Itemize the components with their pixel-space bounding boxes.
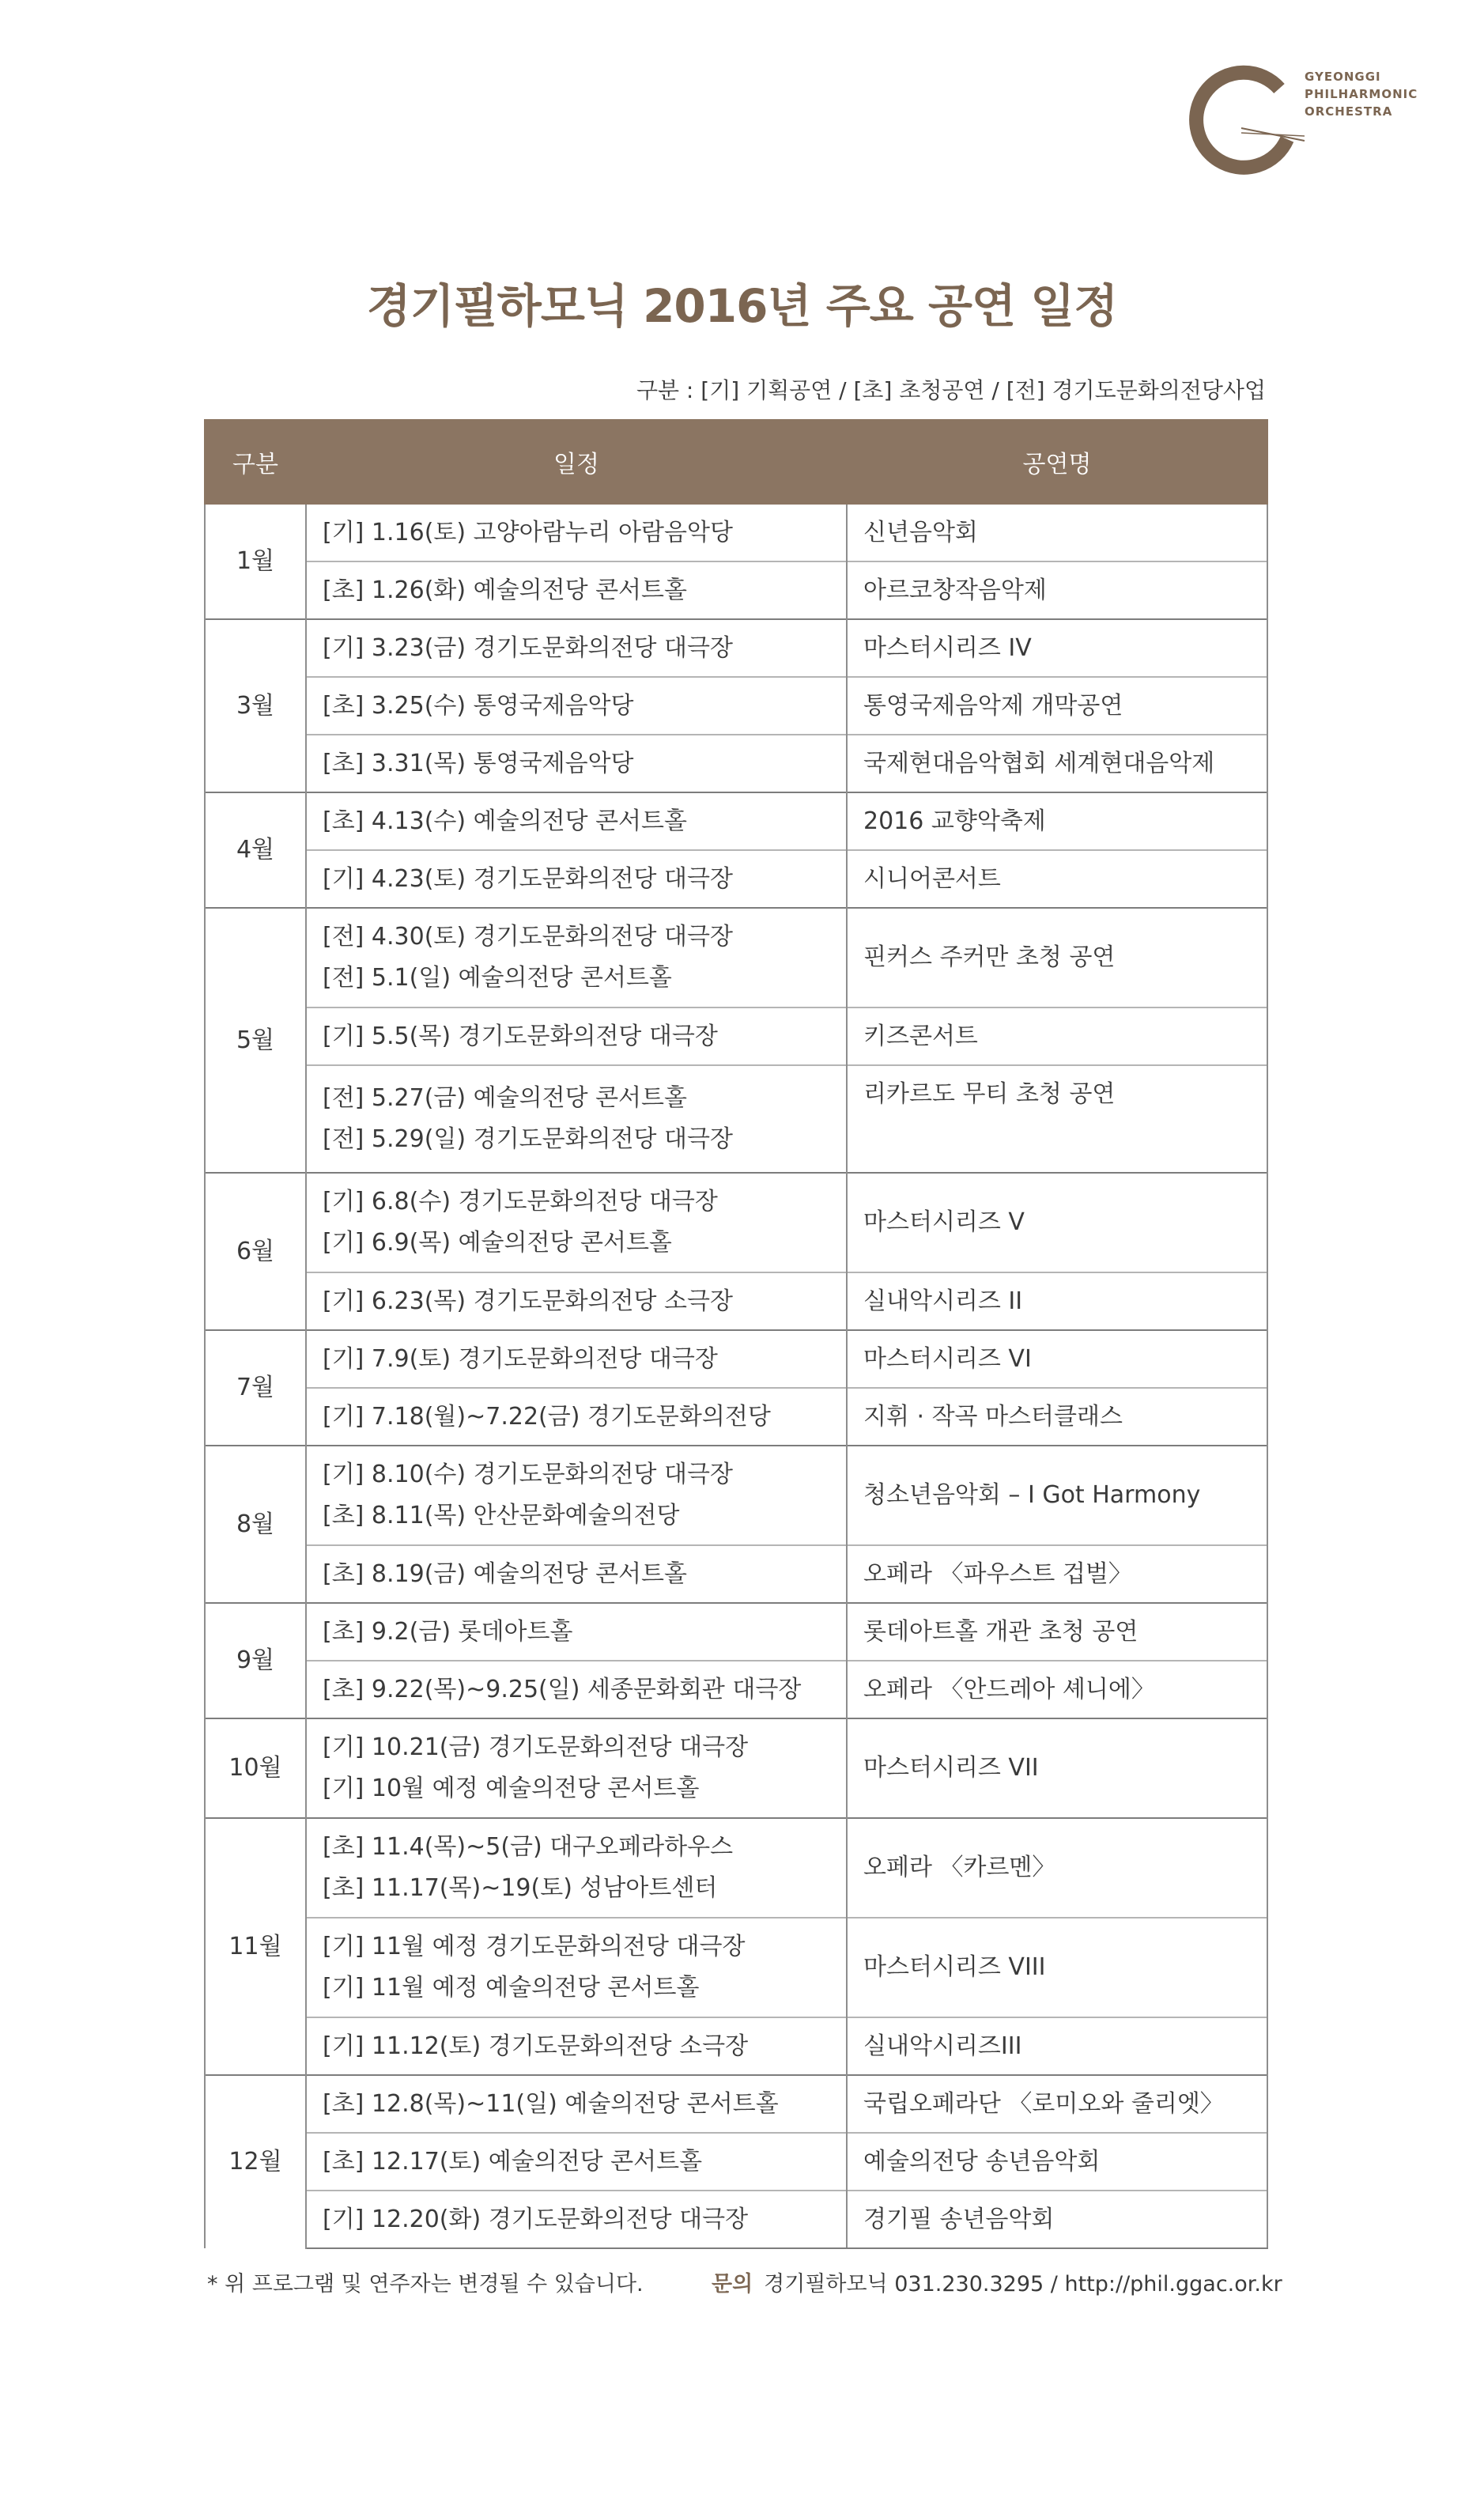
schedule-line: [초] 12.17(토) 예술의전당 콘서트홀 [323, 2147, 703, 2176]
schedule-line: [초] 11.4(목)~5(금) 대구오페라하우스 [323, 1833, 734, 1861]
schedule-cell [306, 2017, 847, 2075]
month-cell: 12월 [205, 2075, 306, 2248]
schedule-table [204, 419, 1268, 2249]
month-cell: 11월 [205, 1818, 306, 2075]
performance-cell: 신년음악회 [847, 504, 1267, 561]
schedule-cell [306, 2133, 847, 2191]
month-cell: 3월 [205, 619, 306, 792]
schedule-line: [초] 9.2(금) 롯데아트홀 [323, 1617, 573, 1646]
performance-cell: 통영국제음악제 개막공연 [847, 677, 1267, 735]
schedule-line: [기] 7.9(토) 경기도문화의전당 대극장 [323, 1344, 718, 1373]
schedule-line: [기] 6.9(목) 예술의전당 콘서트홀 [323, 1229, 672, 1257]
header-performance: 공연명 [847, 420, 1267, 504]
performance-cell: 마스터시리즈 V [847, 1173, 1267, 1272]
performance-cell: 키즈콘서트 [847, 1007, 1267, 1065]
table-row [205, 1446, 1267, 1545]
schedule-cell [306, 561, 847, 619]
table-row [205, 619, 1267, 677]
performance-cell: 마스터시리즈 VIII [847, 1918, 1267, 2017]
table-row [205, 1065, 1267, 1173]
performance-cell: 마스터시리즈 VI [847, 1330, 1267, 1388]
performance-cell: 아르코창작음악제 [847, 561, 1267, 619]
schedule-cell [306, 1446, 847, 1545]
schedule-line: [기] 11월 예정 경기도문화의전당 대극장 [323, 1933, 746, 1960]
table-row [205, 2017, 1267, 2075]
performance-cell: 시니어콘서트 [847, 850, 1267, 908]
table-row [205, 1388, 1267, 1446]
schedule-line: [기] 6.23(목) 경기도문화의전당 소극장 [323, 1287, 733, 1315]
schedule-line: [기] 5.5(목) 경기도문화의전당 대극장 [323, 1022, 718, 1050]
schedule-cell [306, 908, 847, 1007]
performance-cell: 실내악시리즈III [847, 2017, 1267, 2075]
header-schedule: 일정 [306, 420, 847, 504]
performance-cell: 핀커스 주커만 초청 공연 [847, 908, 1267, 1007]
month-cell: 5월 [205, 908, 306, 1173]
schedule-cell [306, 1603, 847, 1661]
schedule-line: [초] 1.26(화) 예술의전당 콘서트홀 [323, 576, 688, 604]
schedule-line: [기] 10.21(금) 경기도문화의전당 대극장 [323, 1733, 749, 1761]
table-row [205, 1007, 1267, 1065]
table-row [205, 792, 1267, 850]
schedule-line: [초] 3.25(수) 통영국제음악당 [323, 691, 634, 720]
month-cell: 10월 [205, 1718, 306, 1818]
schedule-cell [306, 735, 847, 792]
schedule-cell [306, 1718, 847, 1818]
logo-line: ORCHESTRA [1305, 104, 1393, 119]
logo-line: PHILHARMONIC [1305, 87, 1418, 101]
table-row [205, 1603, 1267, 1661]
table-header-row [205, 420, 1267, 504]
schedule-line: [초] 11.17(목)~19(토) 성남아트센터 [323, 1874, 718, 1902]
table-row [205, 735, 1267, 792]
schedule-cell [306, 1007, 847, 1065]
performance-cell: 2016 교향악축제 [847, 792, 1267, 850]
performance-cell: 예술의전당 송년음악회 [847, 2133, 1267, 2191]
performance-cell: 경기필 송년음악회 [847, 2191, 1267, 2248]
table-row [205, 2133, 1267, 2191]
footer-contact [712, 2266, 1282, 2297]
month-cell: 4월 [205, 792, 306, 908]
schedule-line: [기] 12.20(화) 경기도문화의전당 대극장 [323, 2205, 749, 2233]
schedule-line: [초] 3.31(목) 통영국제음악당 [323, 749, 634, 777]
performance-cell: 청소년음악회 – I Got Harmony [847, 1446, 1267, 1545]
schedule-cell [306, 619, 847, 677]
schedule-line: [초] 8.11(목) 안산문화예술의전당 [323, 1502, 680, 1529]
logo-line: GYEONGGI [1305, 70, 1381, 84]
schedule-line: [기] 10월 예정 예술의전당 콘서트홀 [323, 1775, 700, 1802]
month-cell: 9월 [205, 1603, 306, 1718]
schedule-line: [전] 4.30(토) 경기도문화의전당 대극장 [323, 923, 733, 951]
table-row [205, 561, 1267, 619]
schedule-line: [기] 3.23(금) 경기도문화의전당 대극장 [323, 633, 733, 662]
schedule-line: [기] 8.10(수) 경기도문화의전당 대극장 [323, 1461, 733, 1488]
schedule-line: [기] 7.18(월)~7.22(금) 경기도문화의전당 [323, 1402, 771, 1431]
schedule-line: [기] 6.8(수) 경기도문화의전당 대극장 [323, 1188, 718, 1215]
schedule-line: [기] 1.16(토) 고양아람누리 아람음악당 [323, 518, 733, 546]
logo-wordmark [1305, 68, 1418, 120]
performance-cell: 리카르도 무티 초청 공연 [847, 1065, 1267, 1173]
schedule-cell [306, 1272, 847, 1330]
schedule-cell [306, 850, 847, 908]
header-category: 구분 [205, 420, 306, 504]
month-cell: 8월 [205, 1446, 306, 1603]
schedule-line: [기] 4.23(토) 경기도문화의전당 대극장 [323, 864, 733, 893]
category-legend: 구분 : [기] 기획공연 / [초] 초청공연 / [전] 경기도문화의전당사업 [636, 377, 1266, 403]
schedule-line: [전] 5.27(금) 예술의전당 콘서트홀 [323, 1084, 688, 1112]
table-row [205, 1545, 1267, 1603]
table-row [205, 1272, 1267, 1330]
performance-cell: 지휘 · 작곡 마스터클래스 [847, 1388, 1267, 1446]
performance-cell: 실내악시리즈 II [847, 1272, 1267, 1330]
schedule-line: [초] 8.19(금) 예술의전당 콘서트홀 [323, 1559, 688, 1588]
performance-cell: 국제현대음악협회 세계현대음악제 [847, 735, 1267, 792]
performance-cell: 오페라 〈안드레아 셰니에〉 [847, 1661, 1267, 1718]
footer-note: * 위 프로그램 및 연주자는 변경될 수 있습니다. [207, 2272, 644, 2297]
table-row [205, 677, 1267, 735]
table-row [205, 1330, 1267, 1388]
schedule-line: [전] 5.29(일) 경기도문화의전당 대극장 [323, 1125, 733, 1153]
month-cell: 7월 [205, 1330, 306, 1446]
table-row [205, 1818, 1267, 1918]
table-row [205, 850, 1267, 908]
schedule-cell [306, 1918, 847, 2017]
schedule-cell [306, 2191, 847, 2248]
schedule-cell [306, 504, 847, 561]
schedule-cell [306, 1173, 847, 1272]
contact-info: 경기필하모닉 031.230.3295 / http://phil.ggac.or.kr [764, 2272, 1282, 2297]
schedule-cell [306, 1818, 847, 1918]
g-logo-icon [1186, 62, 1312, 188]
orchestra-logo [1186, 62, 1423, 188]
schedule-cell [306, 2075, 847, 2133]
schedule-cell [306, 792, 847, 850]
schedule-line: [기] 11월 예정 예술의전당 콘서트홀 [323, 1974, 700, 2002]
schedule-line: [초] 12.8(목)~11(일) 예술의전당 콘서트홀 [323, 2089, 779, 2118]
performance-cell: 오페라 〈카르멘〉 [847, 1818, 1267, 1918]
schedule-line: [초] 9.22(목)~9.25(일) 세종문화회관 대극장 [323, 1675, 802, 1703]
schedule-cell [306, 1661, 847, 1718]
performance-cell: 오페라 〈파우스트 겁벌〉 [847, 1545, 1267, 1603]
table-row [205, 2075, 1267, 2133]
performance-cell: 마스터시리즈 IV [847, 619, 1267, 677]
contact-label: 문의 [712, 2272, 753, 2297]
performance-cell: 국립오페라단 〈로미오와 줄리엣〉 [847, 2075, 1267, 2133]
schedule-cell [306, 1065, 847, 1173]
schedule-line: [초] 4.13(수) 예술의전당 콘서트홀 [323, 807, 688, 835]
performance-cell: 마스터시리즈 VII [847, 1718, 1267, 1818]
schedule-cell [306, 1545, 847, 1603]
schedule-cell [306, 1388, 847, 1446]
month-cell: 1월 [205, 504, 306, 619]
performance-cell: 롯데아트홀 개관 초청 공연 [847, 1603, 1267, 1661]
schedule-cell [306, 1330, 847, 1388]
table-row [205, 2191, 1267, 2248]
month-cell: 6월 [205, 1173, 306, 1330]
table-row [205, 504, 1267, 561]
table-row [205, 908, 1267, 1007]
table-row [205, 1718, 1267, 1818]
schedule-line: [전] 5.1(일) 예술의전당 콘서트홀 [323, 964, 672, 992]
page-title: 경기필하모닉 2016년 주요 공연 일정 [366, 279, 1118, 333]
schedule-cell [306, 677, 847, 735]
table-row [205, 1173, 1267, 1272]
schedule-line: [기] 11.12(토) 경기도문화의전당 소극장 [323, 2032, 749, 2060]
table-row [205, 1918, 1267, 2017]
table-row [205, 1661, 1267, 1718]
